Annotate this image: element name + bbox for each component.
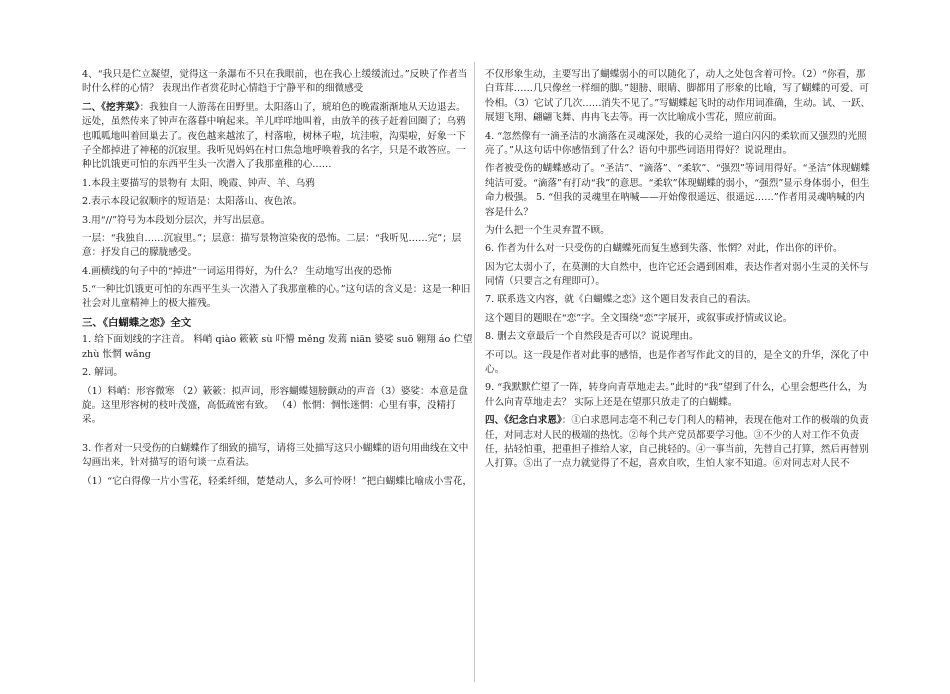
section-4-heading: 四、《纪念白求恩》 [485, 415, 562, 427]
section-3-question-1: 1. 给下面划线的字注音。 料峭 qiào 簌簌 sù 吓懵 měng 发蔫 niān 婆娑 suō 翱翔 áo 伫望 zhù 怅惘 wǎng [82, 334, 473, 360]
right-column [485, 68, 873, 476]
section-3-heading: 三、《白蝴蝶之恋》全文 [82, 316, 192, 329]
section-3-question-3: 3. 作者对一只受伤的白蝴蝶作了细致的描写，请将三处描写这只小蝴蝶的语句用曲线在文中勾画出来，针对描写的语句谈一点看法。 [82, 442, 469, 469]
paragraph-q4-waterfall: 4、“我只是伫立凝望，觉得这一条瀑布不只在我眼前，也在我心上缓缓流过。”反映了作者当时什么样的心情？ 表现出作者赏花时心情趋于宁静平和的细微感受 [82, 69, 468, 95]
question-6: 6. 作者为什么对一只受伤的白蝴蝶死而复生感到失落、怅惘？对此，作出你的评价。 [485, 243, 843, 255]
column-divider [474, 62, 475, 682]
answer-continued: 不仅形象生动，主要写出了蝴蝶弱小的可以随化了，动人之处包含着可怜。（2）“你看，那白茸茸……几只像丝一样细的脚。”翅膀、眼睛、脚都用了形象的比喻，写了蝴蝶的可爱、可怜相。（3）它试了几次……消失不见了。”写蝴蝶起飞时的动作用词准确，生动。试、一跃、展翅飞翔、翩翩飞舞、冉冉飞去等。再一次比喻成小雪花，照应前面。 [485, 69, 871, 124]
section-2-passage: ：我独自一人游荡在田野里。太阳落山了，琥珀色的晚霞渐渐地从天边退去。远处，虽然传来了钟声在落暮中响起来。羊儿咩咩地叫着，由放羊的孩子赶着回圈了；乌鸦也呱呱地叫着回巢去了。夜色越来越浓了，村落啦，树林子啦，坑洼啦，沟渠啦，好象一下子全都掉进了神秘的沉寂里。我听见妈妈在村口焦急地呼唤着我的名字，只是不敢答应。一种比饥饿更可怕的东西平生头一次潜入了我那童稚的心…… [82, 101, 466, 171]
answer-5: 为什么把一个生灵弃置不顾。 [485, 224, 610, 236]
section-3-question-3-answer: （1）“它白得像一片小雪花，轻柔纤细，楚楚动人，多么可怜呀！”把白蝴蝶比喻成小雪花， [82, 475, 473, 487]
question-9: 9. “我默默伫望了一阵，转身向青草地走去。”此时的“我”望到了什么，心里会想些什么，为什么向青草地走去？ 实际上还是在望那只放走了的白蝴蝶。 [485, 382, 867, 408]
question-1: 1.本段主要描写的景物有 太阳、晚霞、钟声、羊、乌鸦 [82, 177, 315, 189]
question-3-answer: 一层：“我独自……沉寂里。”；层意：描写景物渲染夜的恐怖。二层：“我听见……完”；层意：抒发自己的朦胧感受。 [82, 232, 462, 259]
section-2-paragraph [82, 101, 474, 173]
section-4-passage: ：①白求恩同志毫不利己专门利人的精神，表现在他对工作的极端的负责任，对同志对人民的极端的热忱。②每个共产党员都要学习他。③不少的人对工作不负责任，拈轻怕重，把重担子推给人家，自己挑轻的。④一事当前，先替自己打算，然后再替别人打算。⑤出了一点力就觉得了不起，喜欢自吹，生怕人家不知道。⑥对同志对人民不 [485, 415, 869, 470]
answer-6: 因为它太弱小了，在莫测的大自然中，也许它还会遇到困难，表达作者对弱小生灵的关怀与同情（只要言之有理即可）。 [485, 261, 869, 288]
answer-4-and-question-5: 作者被受伤的蝴蝶感动了。“圣洁”、“滴落”、“柔软”、“强烈”等词用得好。“圣洁”体现蝴蝶纯洁可爱。“滴落”有打动“我”的意思。“柔软”体现蝴蝶的弱小，“强烈”显示身体弱小，但生命力极强。 5. “但我的灵魂里在呐喊——开始像很遥远、很遥远……”作者用灵魂呐喊的内容是什么？ [485, 163, 870, 218]
answer-7: 这个题目的题眼在“恋”字。全文围绕“恋”字展开，或叙事或抒情或议论。 [485, 312, 793, 324]
spacer [82, 432, 474, 442]
left-column [82, 68, 474, 493]
section-3-question-2: 2. 解词。 [82, 367, 123, 379]
question-7: 7. 联系选文内容，就《白蝴蝶之恋》这个题目发表自己的看法。 [485, 294, 757, 306]
question-8: 8. 删去文章最后一个自然段是否可以？说说理由。 [485, 331, 699, 343]
question-4-soul: 4. “忽然像有一滴圣洁的水滴落在灵魂深处，我的心灵给一道白闪闪的柔软而又强烈的光照亮了。”从这句话中你感悟到了什么？语句中那些词语用得好？说说理由。 [485, 130, 867, 156]
question-5: 5.“一种比饥饿更可怕的东西平生头一次潜入了我那童稚的心。”这句话的含义是：这是一种旧社会对儿童精神上的极大摧残。 [82, 284, 471, 310]
question-4: 4.画横线的句子中的“掉进”一词运用得好，为什么？ 生动地写出夜的恐怖 [82, 265, 392, 277]
question-2: 2.表示本段记叙顺序的短语是：太阳落山、夜色浓。 [82, 196, 303, 208]
question-3: 3.用“//”符号为本段划分层次，并写出层意。 [82, 214, 271, 226]
section-4-paragraph [485, 414, 873, 472]
answer-8: 不可以。这一段是作者对此事的感悟，也是作者写作此文的目的，是全文的升华，深化了中心。 [485, 349, 869, 376]
section-2-heading: 二、《挖荠菜》 [82, 101, 140, 113]
section-3-question-2-answer: （1）料峭：形容微寒 （2）簌簌：拟声词，形容蝴蝶翅膀颤动的声音（3）婆娑：本意是盘旋。这里形容树的枝叶茂盛，高低疏密有致。 （4）怅惘：惆怅迷惘：心里有事，没精打采。 [82, 385, 468, 426]
